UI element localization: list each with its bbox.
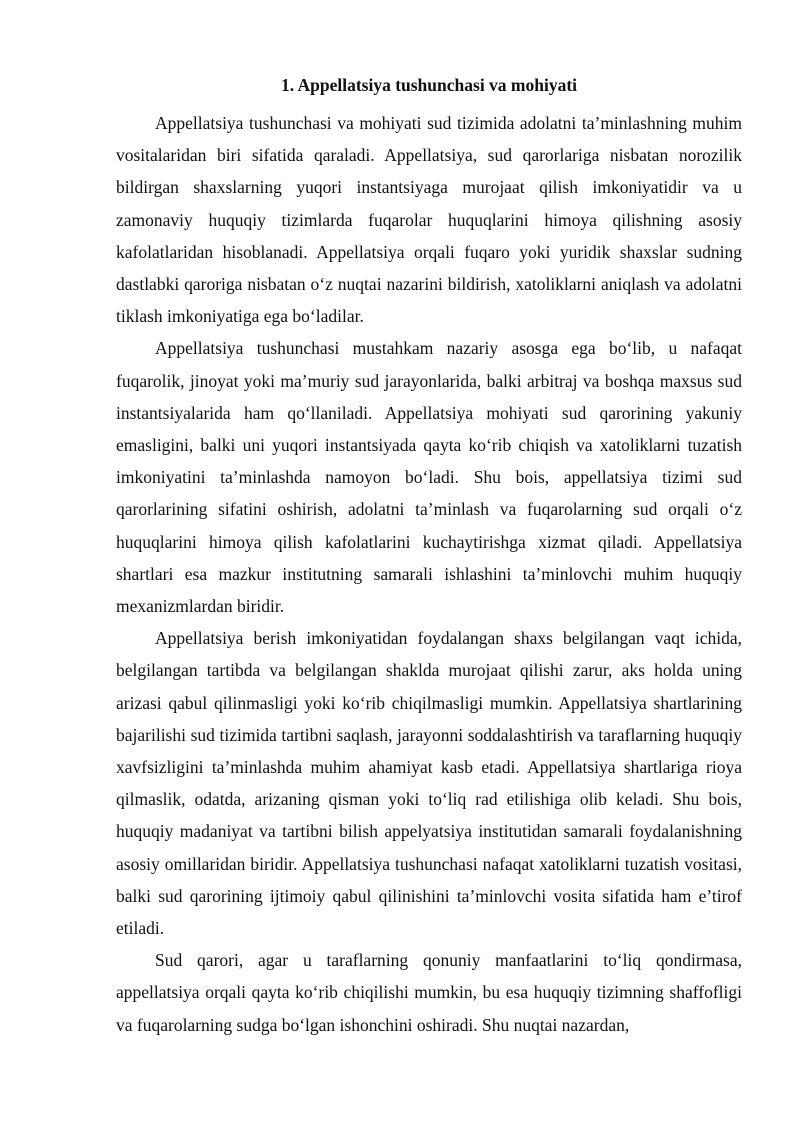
section-heading: 1. Appellatsiya tushunchasi va mohiyati xyxy=(280,75,578,95)
paragraph-1: Appellatsiya tushunchasi va mohiyati sud tizimida adolatni ta’minlashning muhim vositalaridan biri sifatida qaraladi. Appellatsiya, sud qarorlariga nisbatan norozilik bildirgan shaxslarning yuqori instantsiyaga murojaat qilish imkoniyatidir va u zamonaviy huquqiy tizimlarda fuqarolar huquqlarini himoya qilishning asosiy kafolatlaridan hisoblanadi. Appellatsiya orqali fuqaro yoki yuridik shaxslar sudning dastlabki qaroriga nisbatan o‘z nuqtai nazarini bildirish, xatoliklarni aniqlash va adolatni tiklash imkoniyatiga ega bo‘ladilar. xyxy=(116,113,742,327)
paragraph-4: Sud qarori, agar u taraflarning qonuniy manfaatlarini to‘liq qondirmasa, appellatsiya orqali qayta ko‘rib chiqilishi mumkin, bu esa huquqiy tizimning shaffofligi va fuqarolarning sudga bo‘lgan ishonchini oshiradi. Shu nuqtai nazardan, xyxy=(116,950,742,1035)
paragraph-2: Appellatsiya tushunchasi mustahkam nazariy asosga ega bo‘lib, u nafaqat fuqarolik, jinoyat yoki ma’muriy sud jarayonlarida, balki arbitraj va boshqa maxsus sud instantsiyalarida ham qo‘llaniladi. Appellatsiya mohiyati sud qarorining yakuniy emasligini, balki uni yuqori instantsiyada qayta ko‘rib chiqish va xatoliklarni tuzatish imkoniyatini ta’minlashda namoyon bo‘ladi. Shu bois, appellatsiya tizimi sud qarorlarining sifatini oshirish, adolatni ta’minlash va fuqarolarning sud orqali o‘z huquqlarini himoya qilish kafolatlarini kuchaytirishga xizmat qiladi. Appellatsiya shartlari esa mazkur institutning samarali ishlashini ta’minlovchi muhim huquqiy mexanizmlardan biridir. xyxy=(116,338,742,617)
paragraph-3: Appellatsiya berish imkoniyatidan foydalangan shaxs belgilangan vaqt ichida, belgilangan tartibda va belgilangan shaklda murojaat qilishi zarur, aks holda uning arizasi qabul qilinmasligi yoki ko‘rib chiqilmasligi mumkin. Appellatsiya shartlarining bajarilishi sud tizimida tartibni saqlash, jarayonni soddalashtirish va taraflarning huquqiy xavfsizligini ta’minlashda muhim ahamiyat kasb etadi. Appellatsiya shartlariga rioya qilmaslik, odatda, arizaning qisman yoki to‘liq rad etilishiga olib keladi. Shu bois, huquqiy madaniyat va tartibni bilish appelyatsiya institutidan samarali foydalanishning asosiy omillaridan biridir. Appellatsiya tushunchasi nafaqat xatoliklarni tuzatish vositasi, balki sud qarorining ijtimoiy qabul qilinishini ta’minlovchi vosita sifatida ham e’tirof etiladi. xyxy=(116,628,742,939)
document-body xyxy=(116,107,742,1041)
